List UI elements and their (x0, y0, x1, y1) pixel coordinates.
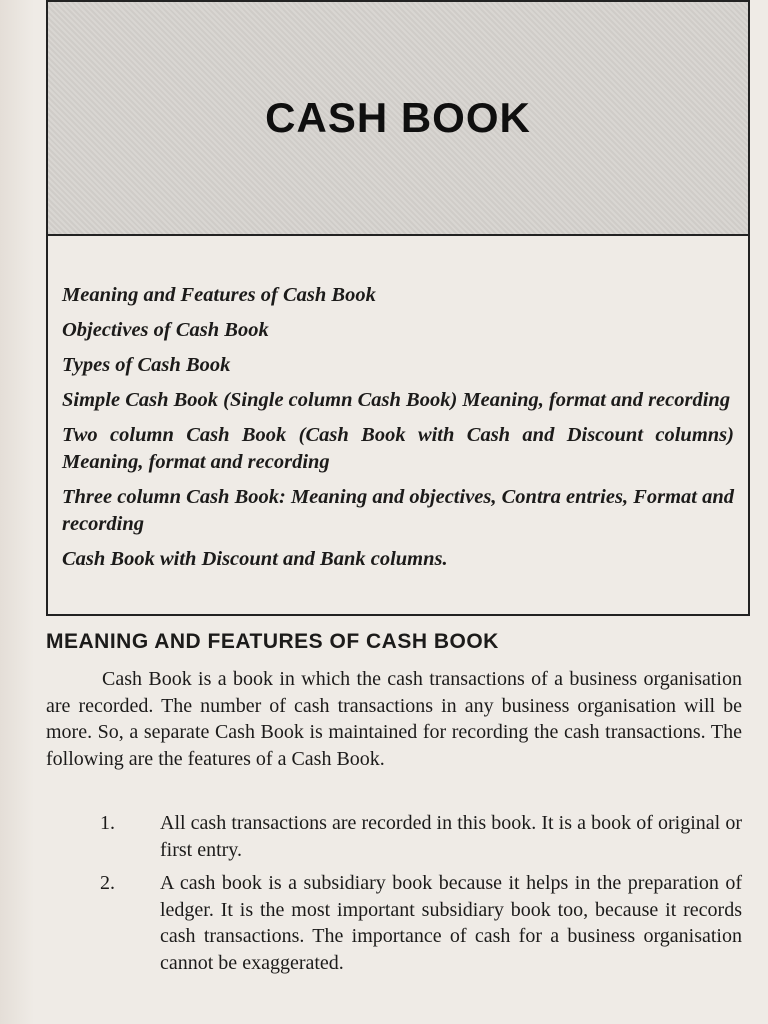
feature-number: 2. (100, 872, 115, 894)
feature-number: 1. (100, 812, 115, 834)
section-paragraph: Cash Book is a book in which the cash transactions of a business organisation are recorded. The number of cash transactions in any business organisation will be more. So, a separate Cash Book is maintained for recording the cash transactions. The following are the features of a Cash Book. (46, 668, 742, 770)
contents-item: Three column Cash Book: Meaning and objectives, Contra entries, Format and recording (62, 486, 735, 535)
contents-item: Types of Cash Book (62, 354, 231, 376)
contents-item: Two column Cash Book (Cash Book with Cash and Discount columns) Meaning, format and recording (62, 424, 734, 473)
feature-text: A cash book is a subsidiary book because it helps in the preparation of ledger. It is the most important subsidiary book too, because it records cash transactions. The importance of cash for a business organisation cannot be exaggerated. (160, 872, 742, 974)
chapter-contents-box (46, 234, 750, 616)
page-edge-shadow (0, 0, 34, 1024)
contents-item: Meaning and Features of Cash Book (62, 284, 376, 306)
contents-item: Objectives of Cash Book (62, 319, 269, 341)
feature-text: All cash transactions are recorded in this book. It is a book of original or first entry. (160, 812, 742, 861)
feature-list-item (100, 870, 742, 976)
contents-item: Simple Cash Book (Single column Cash Book) Meaning, format and recording (62, 389, 731, 411)
contents-item: Cash Book with Discount and Bank columns. (62, 548, 448, 570)
feature-list-item (100, 810, 742, 863)
section-heading: MEANING AND FEATURES OF CASH BOOK (46, 630, 499, 653)
chapter-header-box (46, 0, 750, 236)
chapter-title: CASH BOOK (265, 94, 531, 141)
